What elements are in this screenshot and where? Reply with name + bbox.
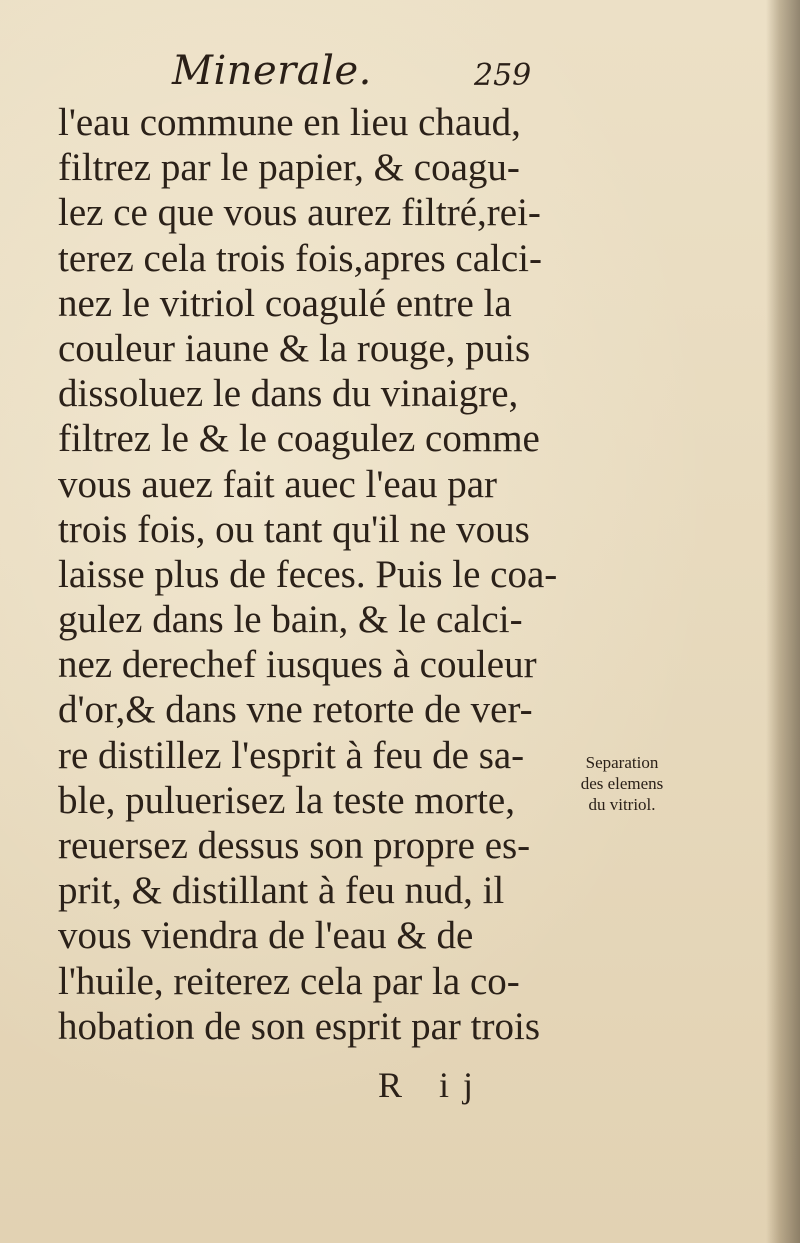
text-line: filtrez le & le coagulez comme: [58, 417, 540, 461]
marginal-note-line: Separation: [585, 753, 659, 772]
text-line: filtrez par le papier, & coagu-: [58, 146, 520, 190]
text-line: vous auez fait auec l'eau par: [58, 462, 498, 506]
text-line: couleur iaune & la rouge, puis: [58, 326, 531, 370]
text-line: trois fois, ou tant qu'il ne vous: [58, 507, 530, 551]
text-line: hobation de son esprit par trois: [58, 1004, 540, 1048]
text-line: prit, & distillant à feu nud, il: [58, 869, 505, 913]
text-line: terez cela trois fois,apres calci-: [58, 236, 542, 280]
text-line: nez derechef iusques à couleur: [58, 643, 537, 687]
text-line: laisse plus de feces. Puis le coa-: [58, 552, 558, 596]
body-text: [58, 100, 558, 1049]
text-line: gulez dans le bain, & le calci-: [58, 598, 523, 642]
page-number: 259: [474, 58, 532, 93]
text-line: re distillez l'esprit à feu de sa-: [58, 733, 525, 777]
text-line: ble, puluerisez la teste morte,: [58, 778, 515, 822]
text-line: l'huile, reiterez cela par la co-: [58, 959, 520, 1003]
text-line: vous viendra de l'eau & de: [58, 914, 474, 958]
text-line: reuersez dessus son propre es-: [58, 824, 531, 867]
text-line: nez le vitriol coagulé entre la: [58, 281, 512, 325]
marginal-note-line: du vitriol.: [588, 795, 656, 814]
running-title: Minerale.: [172, 48, 372, 94]
text-line: lez ce que vous aurez filtré,rei-: [58, 191, 541, 235]
signature-mark: R ij: [378, 1065, 488, 1105]
text-line: dissoluez le dans du vinaigre,: [58, 372, 519, 416]
page-gutter-shadow: [766, 0, 800, 1243]
marginal-note-line: des elemens: [580, 774, 664, 793]
text-line: l'eau commune en lieu chaud,: [58, 101, 521, 144]
text-line: d'or,& dans vne retorte de ver-: [58, 688, 533, 732]
marginal-note: [562, 752, 682, 815]
